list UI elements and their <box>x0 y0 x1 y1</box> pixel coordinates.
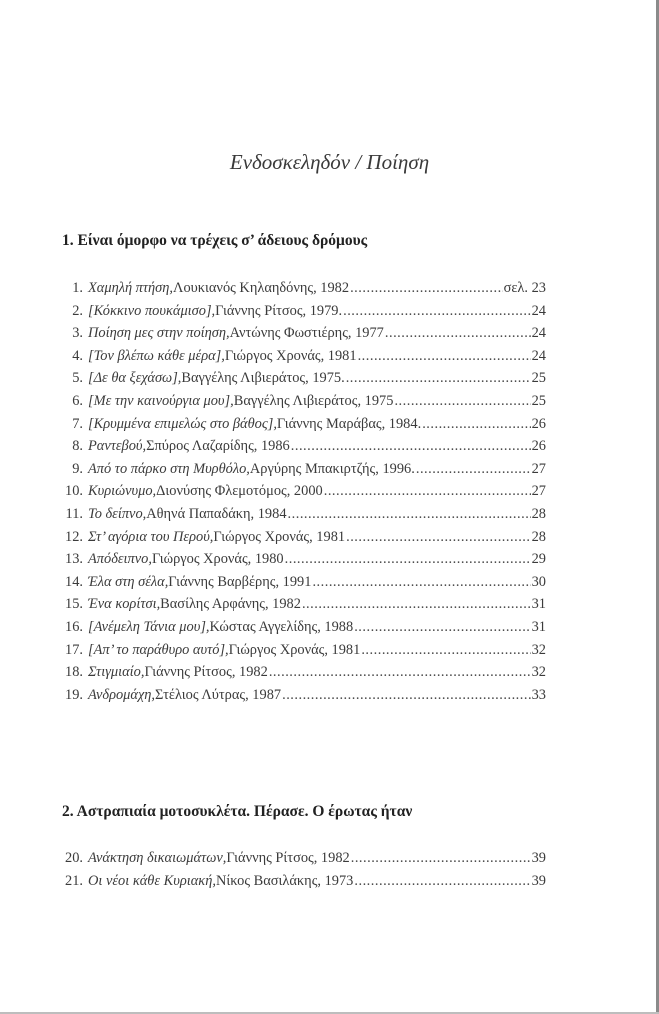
dot-leader <box>346 370 531 387</box>
toc-entry <box>61 574 546 597</box>
entry-author-year: Αργύρης Μπακιρτζής, 1996. <box>249 460 415 477</box>
entry-author-year: Γιάννης Ρίτσος, 1982 <box>144 664 268 681</box>
toc-entry <box>61 416 546 439</box>
entry-number: 16. <box>65 618 83 635</box>
dot-leader <box>285 551 531 568</box>
entry-author-year: Βαγγέλης Λιβιεράτος, 1975 <box>233 392 394 409</box>
entry-number: 14. <box>65 573 83 590</box>
entry-title: Ποίηση μες στην ποίηση, <box>88 325 230 342</box>
toc-entry <box>61 393 546 416</box>
dot-leader <box>351 850 531 867</box>
entry-number: 8. <box>72 438 83 455</box>
toc-entry <box>61 303 546 326</box>
entry-title: Έλα στη σέλα, <box>88 573 169 590</box>
entry-title: [Απ’ το παράθυρο αυτό], <box>88 641 229 658</box>
dot-leader <box>346 529 531 546</box>
dot-leader <box>394 393 530 410</box>
dot-leader <box>269 664 531 681</box>
entry-page: 26 <box>531 438 546 455</box>
entry-number: 21. <box>65 872 83 889</box>
entry-page: 29 <box>531 551 546 568</box>
entry-page: 24 <box>531 302 546 319</box>
entry-title: Ανδρομάχη, <box>88 686 156 703</box>
entry-number: 15. <box>65 596 83 613</box>
toc-entry <box>61 438 546 461</box>
entry-author-year: Βαγγέλης Λιβιεράτος, 1975. <box>181 370 345 387</box>
entry-number: 17. <box>65 641 83 658</box>
entry-author-year: Στέλιος Λύτρας, 1987 <box>155 686 282 703</box>
dot-leader <box>324 483 531 500</box>
entry-title: [Δε θα ξεχάσω], <box>88 370 182 387</box>
entry-number: 7. <box>72 415 83 432</box>
entry-number: 9. <box>72 460 83 477</box>
dot-leader <box>354 873 530 890</box>
entry-number: 18. <box>65 664 83 681</box>
entry-author-year: Σπύρος Λαζαρίδης, 1986 <box>146 438 290 455</box>
dot-leader <box>312 574 530 591</box>
entry-title: Ένα κορίτσι, <box>88 596 161 613</box>
entry-page: 25 <box>531 370 546 387</box>
entry-title: Ραντεβού, <box>88 438 147 455</box>
entry-number: 13. <box>65 551 83 568</box>
toc-entry <box>61 529 546 552</box>
dot-leader <box>354 619 530 636</box>
entry-title: Απόδειπνο, <box>88 551 152 568</box>
entry-page: 33 <box>531 686 546 703</box>
dot-leader <box>422 416 530 433</box>
entry-number: 12. <box>65 528 83 545</box>
section-heading-1: 1. Είναι όμορφο να τρέχεις σ’ άδειους δρόμους <box>62 232 368 249</box>
entry-page: 27 <box>531 460 546 477</box>
dot-leader <box>358 348 531 365</box>
entry-title: Χαμηλή πτήση, <box>88 280 174 296</box>
toc-entry <box>61 461 546 484</box>
entry-number: 4. <box>72 347 83 364</box>
toc-entry <box>61 664 546 687</box>
dot-leader <box>350 280 503 297</box>
entry-title: Το δείπνο, <box>88 505 147 522</box>
entry-author-year: Γιάννης Μαράβας, 1984. <box>276 415 422 432</box>
entry-page: 24 <box>531 325 546 342</box>
entry-page: 32 <box>531 664 546 681</box>
entry-author-year: Γιάννης Ρίτσος, 1979. <box>215 302 343 319</box>
entry-title: [Κόκκινο πουκάμισο], <box>88 302 216 319</box>
entry-title: Ανάκτηση δικαιωμάτων, <box>88 850 227 866</box>
toc-entry <box>61 506 546 529</box>
entry-author-year: Λουκιανός Κηλαηδόνης, 1982 <box>173 280 350 296</box>
toc-entry <box>61 370 546 393</box>
dot-leader <box>302 596 531 613</box>
toc-entry <box>61 642 546 665</box>
toc-list-section-1 <box>61 280 546 709</box>
entry-number: 6. <box>72 392 83 409</box>
entry-author-year: Γιώργος Χρονάς, 1980 <box>151 551 284 568</box>
entry-page: 26 <box>531 415 546 432</box>
dot-leader <box>385 325 531 342</box>
entry-number: 19. <box>65 686 83 703</box>
dot-leader <box>288 506 531 523</box>
dot-leader <box>343 303 531 320</box>
entry-title: [Τον βλέπω κάθε μέρα], <box>88 347 225 364</box>
toc-entry <box>61 850 546 873</box>
entry-number: 20. <box>65 850 83 866</box>
entry-page: 28 <box>531 505 546 522</box>
entry-page: 30 <box>531 573 546 590</box>
entry-page: 27 <box>531 483 546 500</box>
entry-title: [Ανέμελη Τάνια μου], <box>88 618 210 635</box>
toc-list-section-2 <box>61 850 546 895</box>
entry-number: 2. <box>72 302 83 319</box>
entry-page: 39 <box>531 850 546 866</box>
entry-title: Στ’ αγόρια του Περού, <box>88 528 214 545</box>
toc-entry <box>61 873 546 896</box>
entry-page: 25 <box>531 392 546 409</box>
entry-page: 32 <box>531 641 546 658</box>
dot-leader <box>416 461 531 478</box>
entry-author-year: Γιώργος Χρονάς, 1981 <box>228 641 361 658</box>
entry-title: Οι νέοι κάθε Κυριακή, <box>88 872 216 889</box>
entry-page: σελ. 23 <box>503 280 546 296</box>
entry-author-year: Διονύσης Φλεμοτόμος, 2000 <box>156 483 323 500</box>
entry-number: 5. <box>72 370 83 387</box>
entry-author-year: Αντώνης Φωστιέρης, 1977 <box>229 325 384 342</box>
dot-leader <box>361 642 530 659</box>
entry-page: 31 <box>531 618 546 635</box>
toc-entry <box>61 551 546 574</box>
page-title: Ενδοσκεληδόν / Ποίηση <box>229 150 430 174</box>
entry-author-year: Γιώργος Χρονάς, 1981 <box>213 528 346 545</box>
entry-page: 31 <box>531 596 546 613</box>
entry-page: 39 <box>531 872 546 889</box>
entry-page: 28 <box>531 528 546 545</box>
dot-leader <box>282 687 531 704</box>
entry-number: 11. <box>65 505 83 522</box>
entry-author-year: Βασίλης Αρφάνης, 1982 <box>160 596 301 613</box>
entry-author-year: Γιάννης Ρίτσος, 1982 <box>226 850 350 866</box>
entry-author-year: Νίκος Βασιλάκης, 1973 <box>215 872 354 889</box>
entry-title: [Κρυμμένα επιμελώς στο βάθος], <box>88 415 277 432</box>
toc-entry <box>61 325 546 348</box>
toc-entry <box>61 687 546 710</box>
entry-number: 1. <box>72 280 83 296</box>
section-heading-2: 2. Αστραπιαία μοτοσυκλέτα. Πέρασε. Ο έρωτας ήταν <box>62 803 413 820</box>
toc-entry <box>61 348 546 371</box>
entry-number: 10. <box>65 483 83 500</box>
toc-entry <box>61 280 546 303</box>
entry-title: Από το πάρκο στη Μυρθόλο, <box>88 460 250 477</box>
entry-author-year: Γιώργος Χρονάς, 1981 <box>224 347 357 364</box>
toc-entry <box>61 483 546 506</box>
entry-number: 3. <box>72 325 83 342</box>
dot-leader <box>291 438 531 455</box>
entry-author-year: Κώστας Αγγελίδης, 1988 <box>209 618 354 635</box>
entry-title: Στιγμιαίο, <box>88 664 145 681</box>
entry-title: [Με την καινούργια μου], <box>88 392 234 409</box>
entry-title: Κυριώνυμο, <box>88 483 157 500</box>
toc-entry <box>61 619 546 642</box>
entry-author-year: Γιάννης Βαρβέρης, 1991 <box>168 573 312 590</box>
entry-author-year: Αθηνά Παπαδάκη, 1984 <box>146 505 287 522</box>
toc-entry <box>61 596 546 619</box>
entry-page: 24 <box>531 347 546 364</box>
